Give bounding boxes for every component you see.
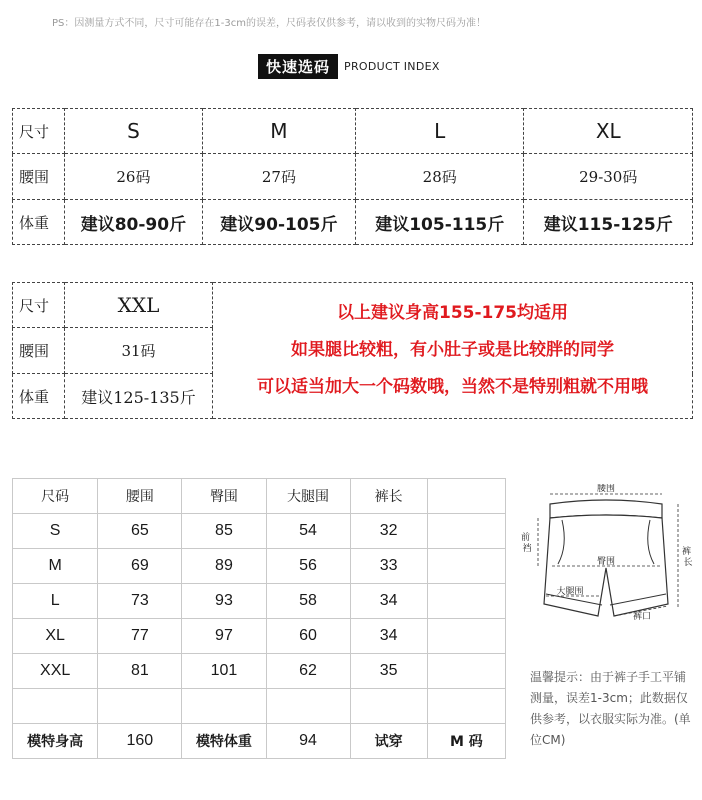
advice-line: 以上建议身高155-175均适用 [336, 303, 569, 323]
waist-cell: 31码 [65, 328, 213, 374]
column-header: 裤长 [350, 479, 427, 514]
table-cell: 93 [182, 584, 266, 619]
row-label-size: 尺寸 [13, 109, 65, 154]
table-cell: 81 [98, 654, 182, 689]
length-char-1: 裤 [682, 547, 692, 557]
column-header: 尺码 [13, 479, 98, 514]
table-cell: 89 [182, 549, 266, 584]
front-rise-char-2: 裆 [522, 544, 532, 554]
table-cell: 32 [350, 514, 427, 549]
ps-note: PS：因测量方式不同，尺寸可能存在1-3cm的误差，尺码表仅供参考，请以收到的实物尺码为准！ [52, 18, 486, 29]
table-cell: XXL [13, 654, 98, 689]
quick-size-table-1 [12, 108, 693, 245]
table-row [13, 200, 693, 245]
size-cell: XXL [65, 283, 213, 328]
table-cell [427, 549, 505, 584]
table-cell [98, 689, 182, 724]
advice-line: 可以适当加大一个码数哦，当然不是特别粗就不用哦 [257, 377, 648, 397]
table-cell [427, 654, 505, 689]
size-cell: S [65, 109, 203, 154]
front-rise-diagram-label [521, 531, 533, 554]
weight-cell: 建议125-135斤 [65, 374, 213, 419]
hip-diagram-label: 臀围 [596, 557, 616, 567]
table-cell: 56 [266, 549, 350, 584]
quick-size-table-2 [12, 282, 693, 419]
table-cell: 73 [98, 584, 182, 619]
size-advice-notes [213, 283, 693, 419]
table-cell: 97 [182, 619, 266, 654]
table-row [13, 549, 506, 584]
waist-cell: 27码 [202, 154, 355, 200]
front-rise-char-1: 前 [521, 533, 531, 543]
warm-tip-note: 温馨提示：由于裤子手工平铺测量，误差1-3cm；此数据仅供参考，以衣服实际为准。(单位CM) [530, 670, 691, 747]
table-cell: 35 [350, 654, 427, 689]
table-cell: XL [13, 619, 98, 654]
table-cell: 34 [350, 619, 427, 654]
table-row [13, 689, 506, 724]
table-row [13, 109, 693, 154]
table-cell: L [13, 584, 98, 619]
table-header-row [13, 479, 506, 514]
table-cell: 34 [350, 584, 427, 619]
heading-title: 快速选码 [258, 54, 338, 79]
table-cell: 77 [98, 619, 182, 654]
table-cell [427, 514, 505, 549]
length-char-2: 长 [683, 558, 693, 568]
fitting-label: 试穿 [350, 724, 427, 759]
section-heading [258, 54, 440, 79]
waist-cell: 28码 [355, 154, 523, 200]
advice-line: 如果腿比较粗，有小肚子或是比较胖的同学 [291, 340, 614, 360]
table-row [13, 584, 506, 619]
table-cell [350, 689, 427, 724]
row-label-size: 尺寸 [13, 283, 65, 328]
table-cell: 69 [98, 549, 182, 584]
size-cell: L [355, 109, 523, 154]
table-row [13, 514, 506, 549]
size-cell: XL [524, 109, 693, 154]
fitting-size: M 码 [427, 724, 505, 759]
model-height-label: 模特身高 [13, 724, 98, 759]
waist-diagram-label: 腰围 [596, 484, 616, 494]
table-cell [182, 689, 266, 724]
table-cell: 65 [98, 514, 182, 549]
size-cell: M [202, 109, 355, 154]
row-label-waist: 腰围 [13, 328, 65, 374]
table-cell: 58 [266, 584, 350, 619]
row-label-weight: 体重 [13, 374, 65, 419]
waist-cell: 26码 [65, 154, 203, 200]
model-weight-value: 94 [266, 724, 350, 759]
table-cell [427, 619, 505, 654]
table-cell [427, 584, 505, 619]
table-cell: S [13, 514, 98, 549]
column-header: 大腿围 [266, 479, 350, 514]
table-cell [266, 689, 350, 724]
model-info-row [13, 724, 506, 759]
table-cell: 60 [266, 619, 350, 654]
table-row [13, 619, 506, 654]
hem-diagram-label: 裤口 [632, 612, 652, 622]
table-cell: 62 [266, 654, 350, 689]
table-row [13, 283, 693, 328]
shorts-measurement-diagram [518, 484, 694, 644]
waist-cell: 29-30码 [524, 154, 693, 200]
table-row [13, 654, 506, 689]
table-cell: 54 [266, 514, 350, 549]
table-row [13, 154, 693, 200]
model-height-value: 160 [98, 724, 182, 759]
table-cell: 101 [182, 654, 266, 689]
length-diagram-label [682, 545, 694, 568]
model-weight-label: 模特体重 [182, 724, 266, 759]
column-header: 腰围 [98, 479, 182, 514]
column-header [427, 479, 505, 514]
heading-subtitle: PRODUCT INDEX [344, 60, 440, 73]
row-label-waist: 腰围 [13, 154, 65, 200]
table-cell [427, 689, 505, 724]
weight-cell: 建议115-125斤 [524, 200, 693, 245]
weight-cell: 建议90-105斤 [202, 200, 355, 245]
table-cell: 85 [182, 514, 266, 549]
measurement-table [12, 478, 506, 759]
weight-cell: 建议80-90斤 [65, 200, 203, 245]
thigh-diagram-label: 大腿围 [556, 587, 584, 597]
table-cell: M [13, 549, 98, 584]
weight-cell: 建议105-115斤 [355, 200, 523, 245]
row-label-weight: 体重 [13, 200, 65, 245]
table-cell: 33 [350, 549, 427, 584]
table-cell [13, 689, 98, 724]
column-header: 臀围 [182, 479, 266, 514]
